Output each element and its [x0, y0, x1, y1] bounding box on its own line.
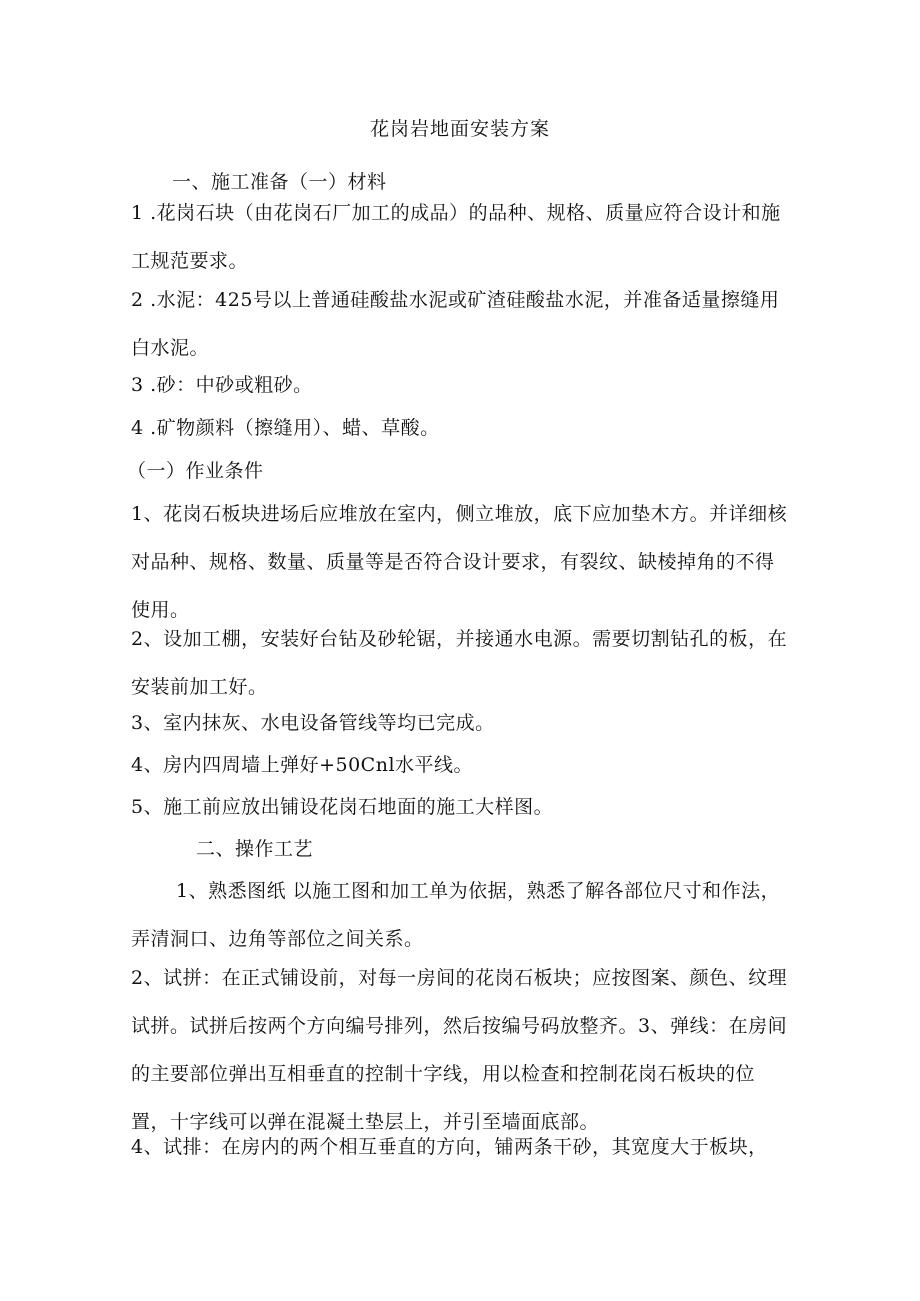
paragraph-condition-5: 5、施工前应放出铺设花岗石地面的施工大样图。	[131, 796, 554, 818]
paragraph-condition-1: 1、花岗石板块进场后应堆放在室内，侧立堆放，底下应加垫木方。并详细核对品种、规格、数量、质量等是否符合设计要求，有裂纹、缺棱掉角的不得使用。	[131, 503, 788, 621]
section-heading-preparation: 一、施工准备（一）材料	[172, 171, 387, 193]
paragraph-material-3: 3 .砂：中砂或粗砂。	[131, 374, 313, 396]
section-heading-conditions: （一）作业条件	[127, 460, 264, 482]
paragraph-condition-3: 3、室内抹灰、水电设备管线等均已完成。	[131, 712, 495, 734]
paragraph-condition-2: 2、设加工棚，安装好台钻及砂轮锯，并接通水电源。需要切割钻孔的板，在安装前加工好。	[131, 628, 788, 698]
paragraph-material-1: 1 .花岗石块（由花岗石厂加工的成品）的品种、规格、质量应符合设计和施工规范要求。	[131, 202, 781, 272]
paragraph-process-4: 4、试排：在房内的两个相互垂直的方向，铺两条干砂，其宽度大于板块，	[131, 1136, 768, 1158]
paragraph-condition-4: 4、房内四周墙上弹好+50Cnl水平线。	[131, 754, 474, 776]
section-heading-process: 二、操作工艺	[196, 838, 314, 860]
paragraph-process-1: 1、熟悉图纸 以施工图和加工单为依据，熟悉了解各部位尺寸和作法，弄清洞口、边角等部位之间关系。	[131, 880, 781, 950]
document-title: 花岗岩地面安装方案	[369, 118, 550, 140]
paragraph-material-4: 4 .矿物颜料（擦缝用）、蜡、草酸。	[131, 417, 440, 439]
paragraph-material-2: 2 .水泥：425号以上普通硅酸盐水泥或矿渣硅酸盐水泥，并准备适量擦缝用白水泥。	[131, 289, 780, 359]
paragraph-process-2: 2、试拼：在正式铺设前，对每一房间的花岗石板块；应按图案、颜色、纹理试拼。试拼后按两个方向编号排列，然后按编号码放整齐。3、弹线：在房间的主要部位弹出互相垂直的控制十字线，用以检查和控制花岗石板块的位置，十字线可以弹在混凝土垫层上，并引至墙面底部。	[131, 967, 788, 1133]
